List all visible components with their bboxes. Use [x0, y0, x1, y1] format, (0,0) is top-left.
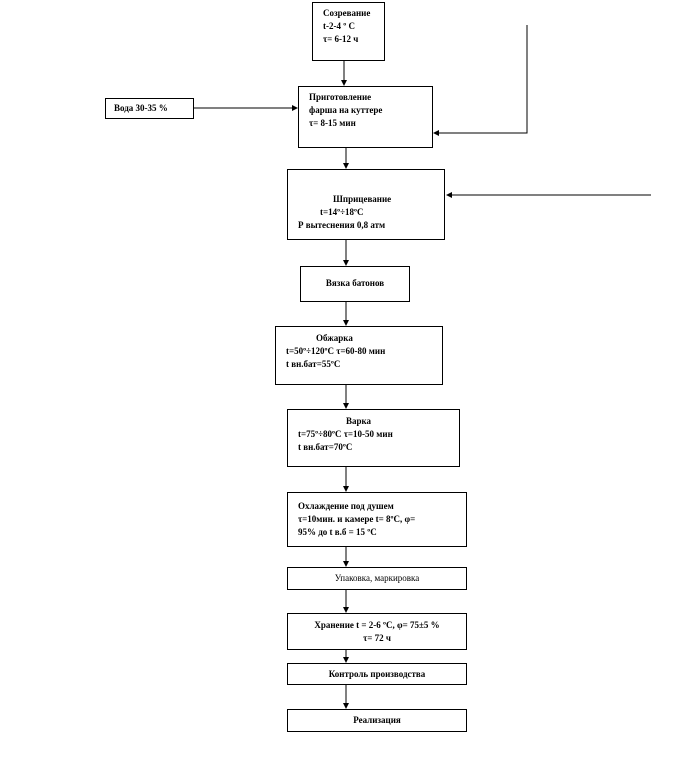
cooling-line1: Охлаждение под душем [298, 501, 394, 511]
cooling-line3: 95% до t в.б = 15 ºС [298, 527, 377, 537]
mince-line1: Приготовление [309, 92, 372, 102]
arrow-side-input-to-mince [434, 25, 527, 133]
water-input [105, 98, 194, 119]
roasting-title: Обжарка [316, 333, 353, 343]
control-label: Контроль производства [328, 669, 426, 679]
sale-step [287, 709, 467, 732]
water-label: Вода 30-35 % [114, 103, 168, 113]
cooking-title: Варка [346, 416, 372, 426]
mince-line2: фарша на куттере [309, 105, 383, 115]
roasting-center-temp: t вн.бат=55ºС [286, 359, 341, 369]
sale-label: Реализация [353, 715, 401, 725]
storage-line1: Хранение t = 2-6 ºС, φ= 75±5 % [314, 620, 440, 630]
maturation-time: τ= 6-12 ч [323, 34, 359, 44]
cooling-step [287, 492, 467, 547]
stuffing-step [287, 169, 445, 240]
packing-label: Упаковка, маркировка [334, 573, 420, 583]
mince-preparation-step [298, 86, 433, 148]
maturation-temperature: t-2-4 º С [323, 21, 355, 31]
cooling-line2: τ=10мин. и камере t= 8ºС, φ= [298, 514, 416, 524]
cooking-center-temp: t вн.бат=70ºС [298, 442, 353, 452]
storage-line2: τ= 72 ч [363, 633, 391, 643]
stuffing-temperature: t=14º÷18ºС [320, 207, 364, 217]
tying-label: Вязка батонов [325, 278, 385, 288]
stuffing-title: Шприцевание [333, 194, 392, 204]
cooking-step [287, 409, 460, 467]
tying-step [300, 266, 410, 302]
stuffing-pressure: Р вытеснения 0,8 атм [298, 220, 386, 230]
cooking-params: t=75º÷80ºС τ=10-50 мин [298, 429, 393, 439]
storage-step [287, 613, 467, 650]
mince-time: τ= 8-15 мин [309, 118, 356, 128]
production-control-step [287, 663, 467, 685]
roasting-step [275, 326, 443, 385]
packing-step [287, 567, 467, 590]
roasting-params: t=50º÷120ºС τ=60-80 мин [286, 346, 386, 356]
maturation-step [312, 2, 385, 61]
maturation-title: Созревание [323, 8, 371, 18]
